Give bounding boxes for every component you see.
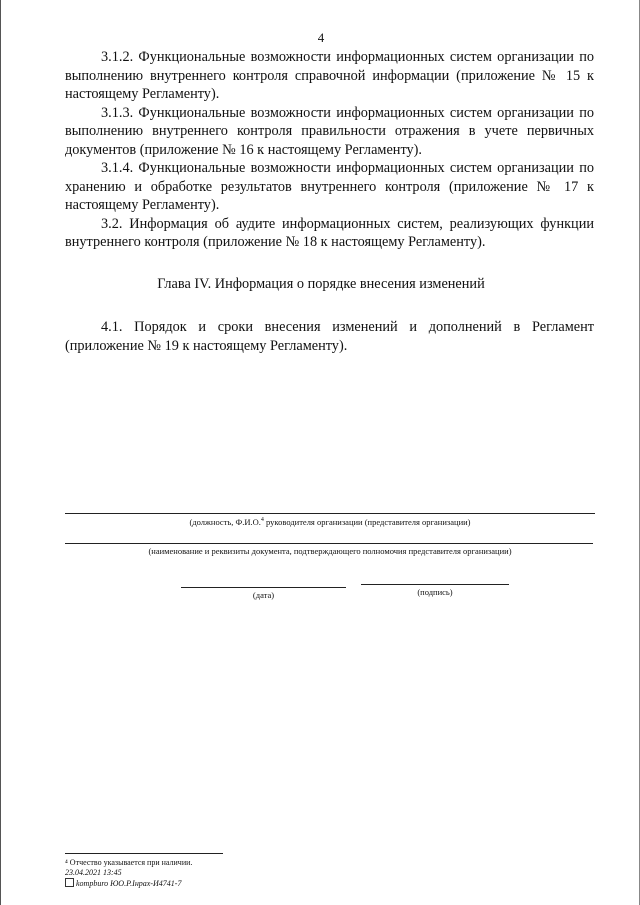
document-stamp-icon (65, 878, 74, 887)
footnote (65, 858, 192, 889)
section-3-text (65, 48, 594, 252)
footnote-rule (65, 853, 223, 854)
paragraph-3-1-3: 3.1.3. Функциональные возможности информационных систем организации по выполнению внутреннего контроля правильности отражения в учете первичных документов (приложение № 16 к настоящему Регламенту). (65, 104, 594, 158)
signature-line (361, 584, 509, 585)
chapter-heading: Глава IV. Информация о порядке внесения изменений (157, 276, 485, 292)
footnote-docid: kompburo ЮО.Р.Iнрах-И4741-7 (65, 878, 192, 889)
date-caption: (дата) (252, 590, 275, 600)
paragraph-3-2: 3.2. Информация об аудите информационных систем, реализующих функции внутреннего контроля (приложение № 18 к настоящему Регламенту). (65, 215, 594, 250)
paragraph-3-1-4: 3.1.4. Функциональные возможности информационных систем организации по хранению и обработке результатов внутреннего контроля (приложение № 17 к настоящему Регламенту). (65, 160, 594, 213)
document-caption: (наименование и реквизиты документа, подтверждающего полномочия представителя организации) (148, 546, 512, 556)
date-line (181, 587, 346, 588)
page-number: 4 (317, 30, 325, 45)
paragraph-4-1: 4.1. Порядок и сроки внесения изменений и дополнений в Регламент (приложение № 19 к настоящему Регламенту). (65, 319, 594, 354)
paragraph-3-1-2: 3.1.2. Функциональные возможности информационных систем организации по выполнению внутреннего контроля справочной информации (приложение № 15 к настоящему Регламенту). (65, 49, 594, 102)
position-caption: (должность, Ф.И.О.$^4$ руководителя организации (представителя организации) (189, 517, 471, 527)
document-line (65, 543, 593, 544)
footnote-text: ⁴ Отчество указывается при наличии. (65, 858, 193, 867)
signature-caption: (подпись) (417, 587, 453, 597)
footnote-timestamp: 23.04.2021 13:45 (65, 868, 122, 877)
position-line (65, 513, 595, 514)
